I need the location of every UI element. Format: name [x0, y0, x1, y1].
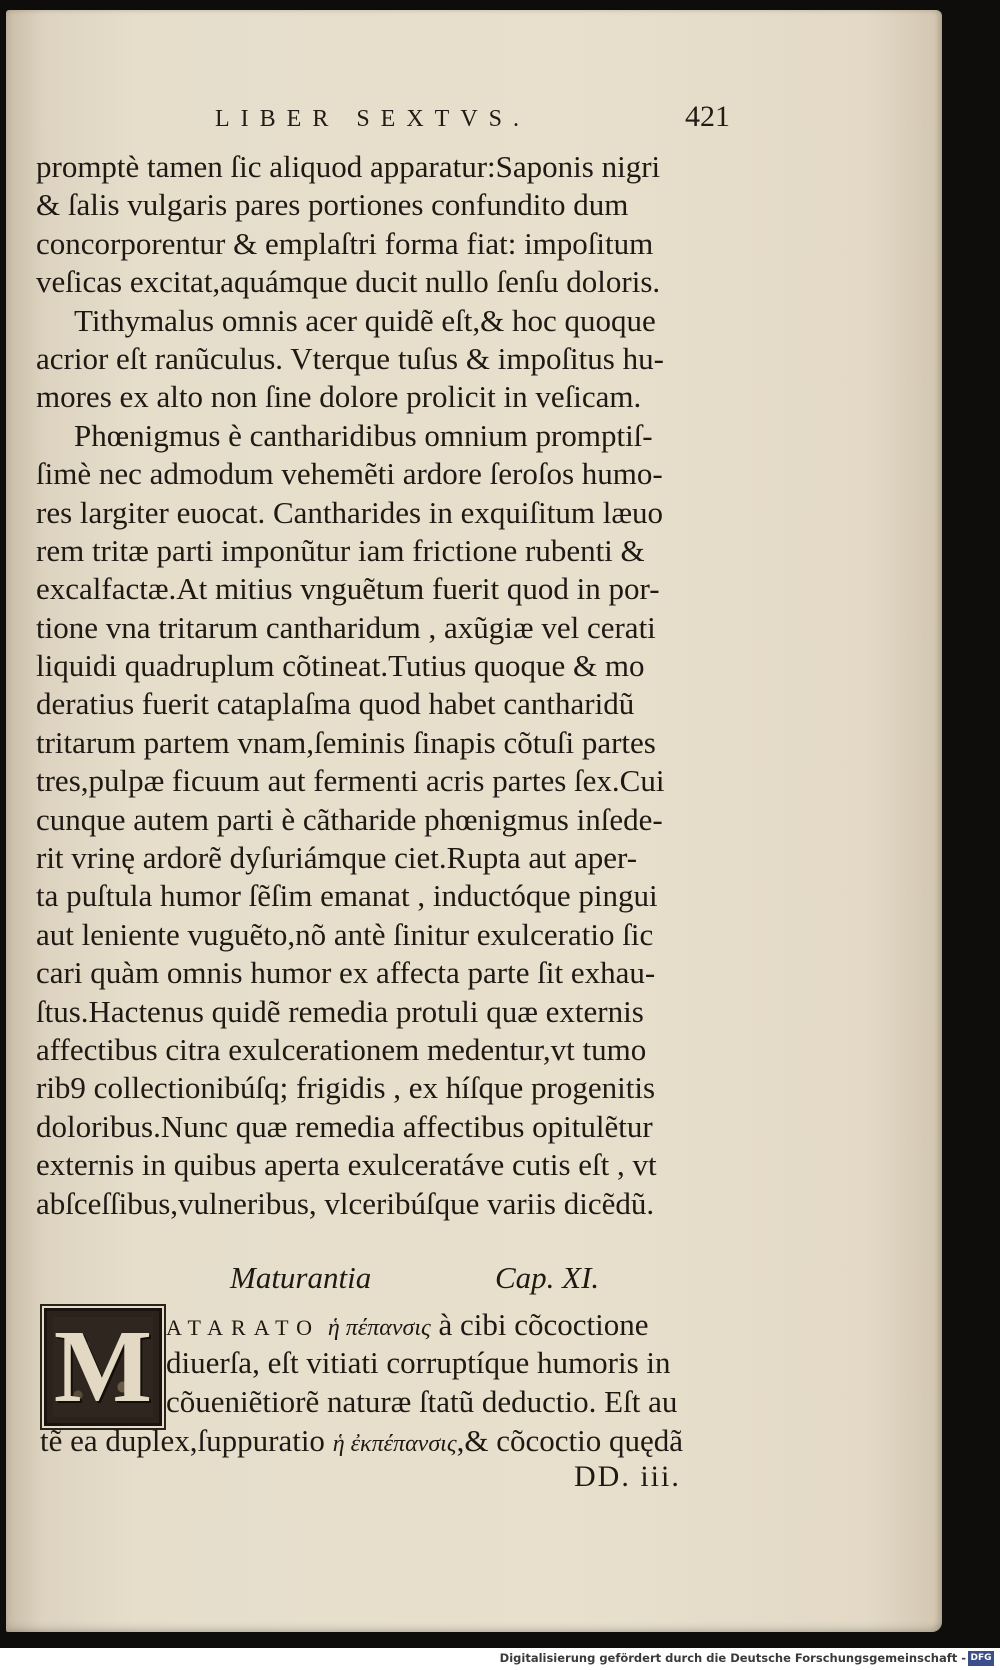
text-line: externis in quibus aperta exulceratáve cutis eſt , vt [36, 1147, 657, 1183]
text-line: excalfactæ.At mitius vnguẽtum fuerit quod in por- [36, 571, 660, 607]
signature-mark: DD. iii. [574, 1460, 681, 1493]
text-line: res largiter euocat. Cantharides in exquiſitum læuo [36, 494, 664, 530]
greek-term: ἡ ἐκπέπανσις [332, 1431, 457, 1457]
line-text: tẽ ea duplex,ſuppuratio [40, 1423, 325, 1458]
text-line: abſceſſibus,vulneribus, vlceribúſque variis dicẽdũ. [36, 1185, 655, 1221]
greek-term: ἡ πέπανσις [327, 1315, 431, 1341]
text-line: diuerſa, eſt vitiati corruptíque humoris in [166, 1345, 671, 1381]
text-line: rit vrinę ardorẽ dyſuriámque ciet.Rupta aut aper- [36, 840, 638, 876]
text-line: Tithymalus omnis acer quidẽ eſt,& hoc quoque [74, 302, 656, 338]
text-line: acrior eſt ranũculus. Vterque tuſus & impoſitus hu- [36, 340, 664, 376]
chapter-title: Maturantia [230, 1260, 372, 1295]
page-number: 421 [685, 100, 730, 133]
text-line: ſimè nec admodum vehemẽti ardore ſeroſos humo- [36, 456, 663, 492]
chapter-heading [230, 1260, 730, 1300]
text-line: concorporentur & emplaſtri forma fiat: impoſitum [36, 225, 654, 261]
dfg-logo: DFG [968, 1651, 994, 1666]
footer-bar [0, 1648, 1000, 1670]
text-line: deratius fuerit cataplaſma quod habet cantharidũ [36, 686, 635, 722]
first-word: ATARATO [166, 1315, 321, 1340]
text-line: ſtus.Hactenus quidẽ remedia protuli quæ externis [36, 993, 644, 1029]
text-line: & ſalis vulgaris pares portiones confundito dum [36, 187, 629, 223]
line-text: à cibi cõcoctione [438, 1307, 649, 1342]
initial-ornament [53, 1309, 153, 1424]
text-line: Phœnigmus è cantharidibus omnium promptiſ- [74, 417, 653, 453]
text-line: veſicas excitat,aquámque ducit nullo ſenſu doloris. [36, 264, 661, 300]
text-line: promptè tamen ſic aliquod apparatur:Saponis nigri [36, 149, 661, 184]
text-line: liquidi quadruplum cõtineat.Tutius quoque & mo [36, 648, 645, 684]
text-line: rib9 collectionibúſq; frigidis , ex híſque progenitis [36, 1070, 656, 1106]
text-line [166, 1306, 806, 1344]
chapter-number: Cap. XI. [495, 1260, 600, 1295]
text-line: tritarum partem vnam,ſeminis ſinapis cõtuſi partes [36, 724, 656, 760]
funding-credit: Digitalisierung gefördert durch die Deutsche Forschungsgemeinschaft - [499, 1651, 966, 1665]
main-text [36, 148, 786, 1223]
text-line [40, 1422, 800, 1464]
text-line: ta puſtula humor ſẽſim emanat , inductóque pingui [36, 878, 658, 914]
text-line: cari quàm omnis humor ex affecta parte ſit exhau- [36, 955, 656, 991]
text-line: tres,pulpæ ficuum aut fermenti acris partes ſex.Cui [36, 763, 665, 799]
page-header [215, 100, 775, 140]
text-line: tione vna tritarum cantharidum , axũgiæ vel cerati [36, 609, 656, 645]
initial-letter: M [53, 1309, 153, 1424]
line-text: ,& cõcoctio quędã [456, 1423, 683, 1458]
dropcap-paragraph [166, 1306, 806, 1421]
text-line: affectibus citra exulcerationem medentur,vt tumo [36, 1031, 647, 1067]
text-line: cõueniẽtiorẽ naturæ ſtatũ deductio. Eſt au [166, 1383, 678, 1419]
text-line: rem tritæ parti imponũtur iam frictione rubenti & [36, 532, 645, 568]
text-line: mores ex alto non ſine dolore prolicit in veſicam. [36, 379, 642, 415]
decorated-initial [44, 1308, 162, 1426]
text-line: doloribus.Nunc quæ remedia affectibus opitulẽtur [36, 1108, 653, 1144]
running-head: LIBER SEXTVS. [215, 106, 531, 132]
text-line: aut leniente vuguẽto,nõ antè ſinitur exulceratio ſic [36, 916, 654, 952]
text-line: cunque autem parti è cãtharide phœnigmus inſede- [36, 801, 663, 837]
